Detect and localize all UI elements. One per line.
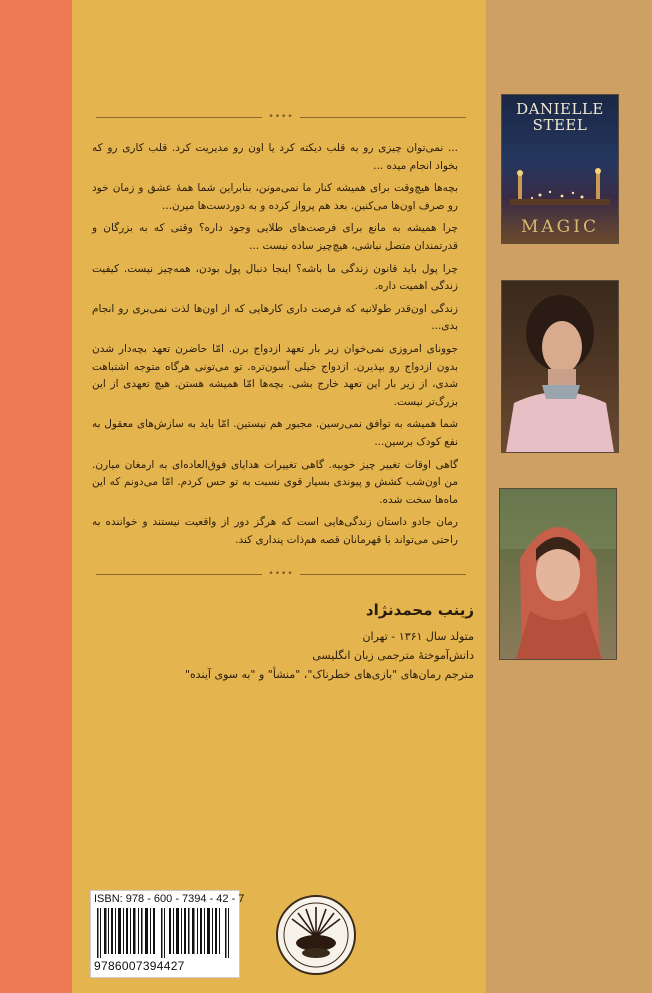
paragraph: زندگی اون‌قدر طولانیه که فرصت داری کارهایی که از اون‌ها لذت نمی‌بری رو انجام بدی... xyxy=(92,302,458,333)
barcode-label xyxy=(90,890,245,978)
translator-name: زینب محمدنژاد xyxy=(365,601,474,619)
top-ornament-divider: •••• xyxy=(96,112,466,122)
bottom-ornament-divider: •••• xyxy=(96,569,466,579)
paragraph: چرا پول باید قانون زندگی ما باشه؟ اینجا دنبال پول بودن، همه‌چیز نیست. کیفیت زندگی اهمیت داره. xyxy=(92,262,458,293)
author-photo xyxy=(501,280,619,453)
back-cover-text xyxy=(92,140,458,554)
paragraph: گاهی اوقات تغییر چیز خوبیه. گاهی تغییرات هدایای فوق‌العاده‌ای به ارمغان میارن. من اون‌شب کشش و پیوندی بسیار قوی نسبت به تو حس کردم. امّا می‌دونم که این ماه‌ها سخت شده. xyxy=(92,458,458,506)
paragraph: ... نمی‌توان چیزی رو به قلب دیکته کرد یا اون رو مدیریت کرد. قلب کاری رو که بخواد انجام میده ... xyxy=(92,142,458,172)
barcode-number: 9786007394427 xyxy=(94,959,185,973)
paragraph: جوونای امروزی نمی‌خوان زیر بار تعهد ازدواج برن. امّا حاضرن تعهد بچه‌دار شدن بدون ازدواج رو بپذیرن. ازدواج خیلی آسون‌تره. تو می‌تونی هرگاه متوجه اشتباهت شدی، از زیر بار این تعهد خارج بشی. بچه‌ها امّا همیشه هستن. هیچ تعهدی از این بزرگ‌تر نیست. xyxy=(92,342,458,408)
paragraph: رمان جادو داستان زندگی‌هایی است که هرگز دور از واقعیت نیستند و خواننده به راحتی می‌تواند با قهرمانان قصه هم‌ذات پنداری کند. xyxy=(92,516,458,546)
barcode-bars xyxy=(95,908,235,958)
left-color-strip xyxy=(0,0,72,993)
translator-works: مترجم رمان‌های "بازی‌های خطرناک"، "منشأ" و "به سوی آینده" xyxy=(184,668,474,681)
translator-photo xyxy=(499,488,617,660)
paragraph: شما همیشه به توافق نمی‌رسین. مجبور هم نیستین. امّا باید به سازش‌های معقول به نفع کودک برسین... xyxy=(92,418,458,448)
cover-title: MAGIC xyxy=(521,217,599,237)
original-book-cover-image xyxy=(501,94,619,244)
publisher-logo xyxy=(276,895,356,975)
translator-education: دانش‌آموختهٔ مترجمی زبان انگلیسی xyxy=(312,649,474,662)
paragraph: بچه‌ها هیچ‌وقت برای همیشه کنار ما نمی‌مونن، بنابراین شما همهٔ عشق و زمان خود رو صرف اون‌ها می‌کنین. بعد هم پرواز کرده و به دوردست‌ها میرن... xyxy=(92,182,458,212)
city-lights-graphic xyxy=(510,165,610,205)
translator-birth: متولد سال ۱۳۶۱ - تهران xyxy=(362,630,474,643)
paragraph: چرا همیشه به مانع برای فرصت‌های طلایی وجود داره؟ وقتی که به بزرگان و قدرتمندان متصل نباشی، هیچ‌چیز ساده نیست ... xyxy=(92,222,458,252)
cover-author: DANIELLE STEEL xyxy=(516,100,604,134)
isbn-text: ISBN: 978 - 600 - 7394 - 42 - 7 xyxy=(94,893,245,905)
